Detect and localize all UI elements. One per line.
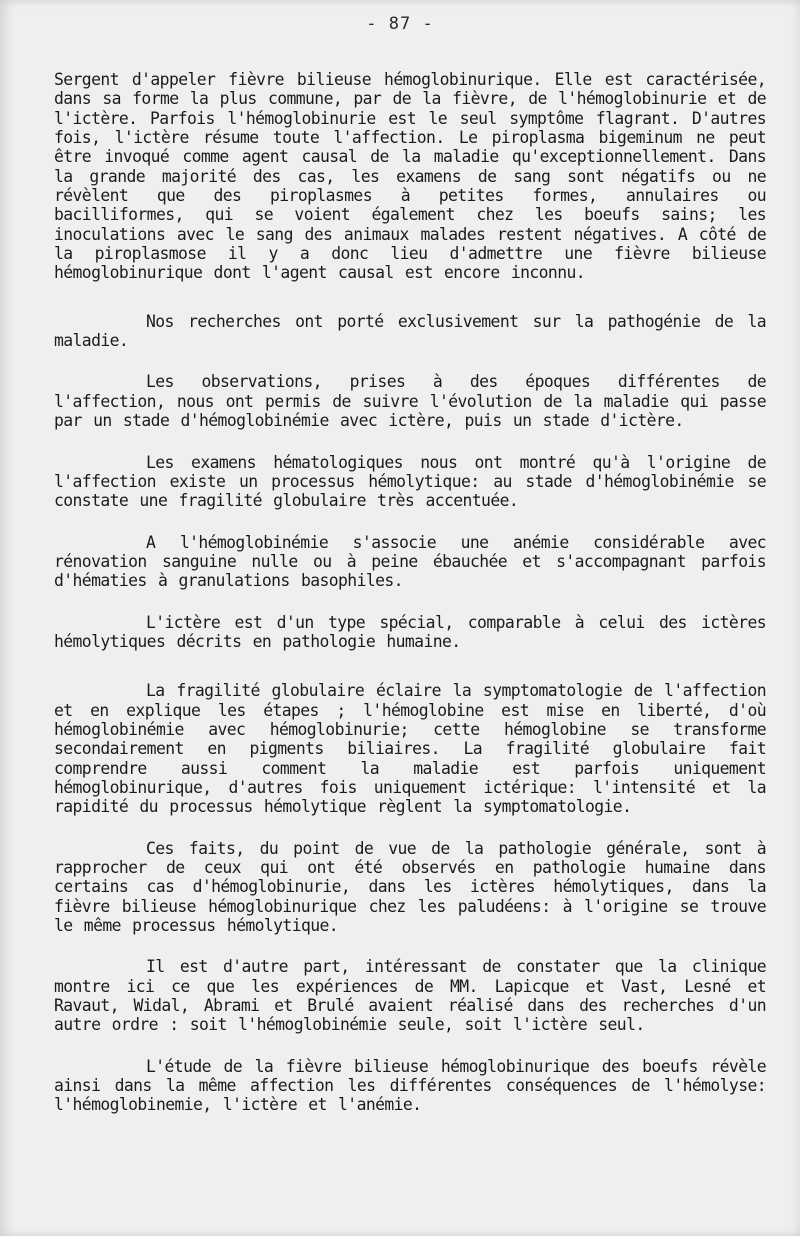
paragraph-3: Les observations, prises à des époques différentes de l'affection, nous ont permis de suivre l'évolution de la maladie qui passe par un stade d'hémoglobinémie avec ictère, puis un stade d'ictère. [54, 372, 766, 431]
paragraph-10: L'étude de la fièvre bilieuse hémoglobinurique des boeufs révèle ainsi dans la même affection les différentes conséquences de l'hémolyse: l'hémoglobinemie, l'ictère et l'anémie. [54, 1056, 766, 1115]
paragraph-8: Ces faits, du point de vue de la pathologie générale, sont à rapprocher de ceux qui ont été observés en pathologie humaine dans certains cas d'hémoglobinurie, dans les ictères hémolytiques, dans la fièvre bilieuse hémoglobinurique chez les paludéens: à l'origine se trouve le même processus hémolytique. [54, 838, 766, 936]
page-number: - 87 - [366, 14, 434, 34]
body-text [54, 70, 766, 1115]
paragraph-4: Les examens hématologiques nous ont montré qu'à l'origine de l'affection existe un processus hémolytique: au stade d'hémoglobinémie se constate une fragilité globulaire très accentuée. [54, 452, 766, 511]
paragraph-2: Nos recherches ont porté exclusivement sur la pathogénie de la maladie. [54, 311, 766, 351]
paragraph-5: A l'hémoglobinémie s'associe une anémie considérable avec rénovation sanguine nulle ou à peine ébauchée et s'accompagnant parfois d'hématies à granulations basophiles. [54, 532, 766, 591]
paragraph-6: L'ictère est d'un type spécial, comparable à celui des ictères hémolytiques décrits en pathologie humaine. [54, 612, 766, 651]
paragraph-9: Il est d'autre part, intéressant de constater que la clinique montre ici ce que les expériences de MM. Lapicque et Vast, Lesné et Ravaut, Widal, Abrami et Brulé avaient réalisé dans des recherches d'un autre ordre : soit l'hémoglobinémie seule, soit l'ictère seul. [54, 957, 766, 1035]
paragraph-7: La fragilité globulaire éclaire la symptomatologie de l'affection et en explique les étapes ; l'hémoglobine est mise en liberté, d'où hémoglobinémie avec hémoglobinurie; cette hémoglobine se transforme secondairement en pigments biliaires. La fragilité globulaire fait comprendre aussi comment la maladie est parfois uniquement hémoglobinurique, d'autres fois uniquement ictérique: l'intensité et la rapidité du processus hémolytique règlent la symptomatologie. [54, 681, 766, 817]
paragraph-1: Sergent d'appeler fièvre bilieuse hémoglobinurique. Elle est caractérisée, dans sa forme la plus commune, par de la fièvre, de l'hémoglobinurie et de l'ictère. Parfois l'hémoglobinurie est le seul symptôme flagrant. D'autres fois, l'ictère résume toute l'affection. Le piroplasma bigeminum ne peut être invoqué comme agent causal de la maladie qu'exceptionnellement. Dans la grande majorité des cas, les examens de sang sont négatifs ou ne révèlent que des piroplasmes à petites formes, annulaires ou bacilliformes, qui se voient également chez les boeufs sains; les inoculations avec le sang des animaux malades restent négatives. A côté de la piroplasmose il y a donc lieu d'admettre une fièvre bilieuse hémoglobinurique dont l'agent causal est encore inconnu. [54, 70, 766, 283]
